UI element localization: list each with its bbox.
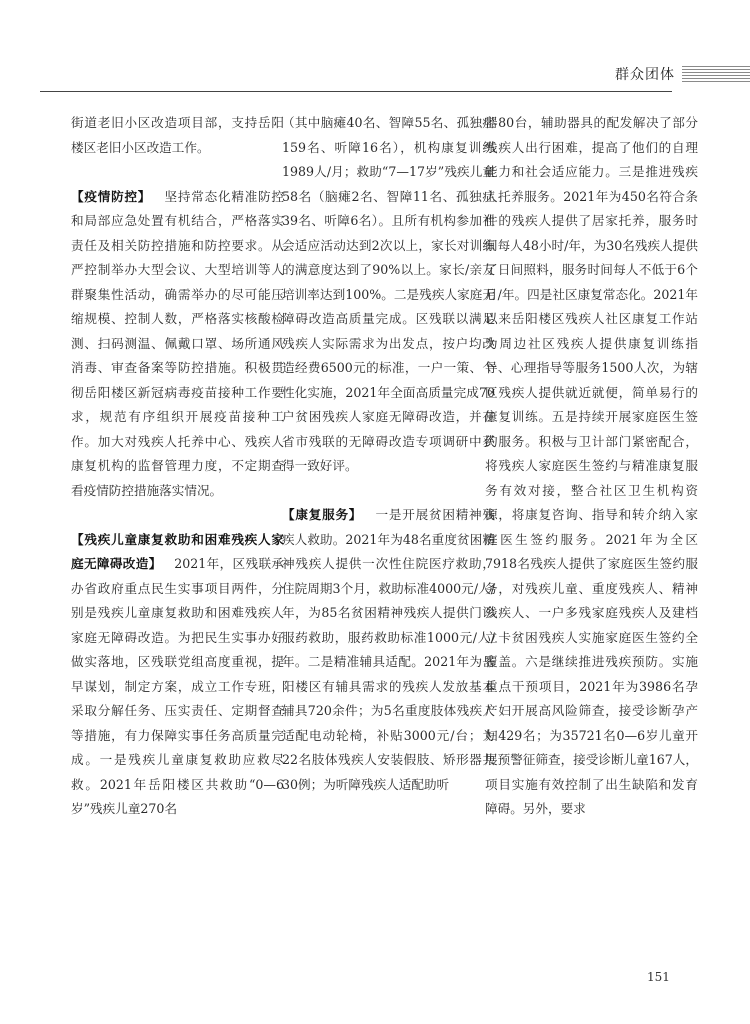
text-column-1 xyxy=(71,111,284,846)
paragraph xyxy=(71,111,284,160)
paragraph-text: 2021年，区残联承办省政府重点民生实事项目两件，分别是残疾儿童康复救助和困难残疾人家庭无障碍改造。为把民生实事办好做实落地，区残联党组高度重视，提早谋划，制定方案，成立工作专班，采取分解任务、压实责任、定期督查等措施，有力保障实事任务高质量完成。一是残疾儿童康复救助应救尽救。2021年岳阳楼区共救助“0—6岁”残疾儿童270名 xyxy=(71,556,284,816)
paragraph xyxy=(282,503,495,797)
text-column-3 xyxy=(485,111,698,846)
section-heading: 【疫情防控】 xyxy=(71,188,152,204)
paragraph-text: 器80台，辅助器具的配发解决了部分残疾人出行困难，提高了他们的自理能力和社会适应能力。三是推进残疾人托养服务。2021年为450名符合条件的残疾人提供了居家托养，服务时间每人48小时/年，为30名残疾人提供了日间照料，服务时间每人不低于6个月/年。四是社区康复常态化。2021年以来岳阳楼区残疾人社区康复工作站为周边社区残疾人提供康复训练指导、心理指导等服务1500人次，为辖区残疾人提供就近就便，简单易行的康复训练。五是持续开展家庭医生签约服务。积极与卫计部门紧密配合，将残疾人家庭医生签约与精准康复服务有效对接，整合社区卫生机构资源，将康复咨询、指导和转介纳入家庭医生签约服务。2021年为全区7918名残疾人提供了家庭医生签约服务，对残疾儿童、重度残疾人、精神残疾人、一户多残家庭残疾人及建档立卡贫困残疾人实施家庭医生签约全覆盖。六是继续推进残疾预防。实施重点干预项目，2021年为3986名孕产妇开展高风险筛查，接受诊断孕产妇429名；为35721名0—6岁儿童开展预警征筛查，接受诊断儿童167人，项目实施有效控制了出生缺陷和发育障碍。另外，要求 xyxy=(485,115,698,816)
paragraph-text: 坚持常态化精准防控和局部应急处置有机结合，严格落实责任及相关防控措施和防控要求。从严控制举办大型会议、大型培训等人群聚集性活动，确需举办的尽可能压缩规模、控制人数，严格落实核酸检测、扫码测温、佩戴口罩、场所通风消毒、审查备案等防控措施。积极贯彻岳阳楼区新冠病毒疫苗接种工作要求，规范有序组织开展疫苗接种工作。加大对残疾人托养中心、残疾人康复机构的监督管理力度，不定期查看疫情防控措施落实情况。 xyxy=(71,188,285,498)
paragraph xyxy=(71,185,284,504)
page-number: 151 xyxy=(647,970,670,984)
paragraph xyxy=(71,528,284,822)
paragraph-text: 一是开展贫困精神残疾人救助。2021年为48名重度贫困精神残疾人提供一次性住院医疗救助，住院周期3个月，救助标准4000元/人/年，为85名贫困精神残疾人提供门诊服药救助，服药救助标准1000元/人/年。二是精准辅具适配。2021年为岳阳楼区有辅具需求的残疾人发放基本辅具720余件；为5名重度肢体残疾人适配电动轮椅，补贴3000元/台；为22名肢体残疾人安装假肢、矫形器共30例；为听障残疾人适配助听 xyxy=(282,507,496,792)
paragraph-text: 街道老旧小区改造项目部，支持岳阳楼区老旧小区改造工作。 xyxy=(71,115,284,155)
header-divider xyxy=(40,91,672,92)
header-stripe-decoration xyxy=(682,66,750,84)
paragraph-text: （其中脑瘫40名、智障55名、孤独症159名、听障16名），机构康复训练1989人/月；救助“7—17岁”残疾儿童58名（脑瘫2名、智障11名、孤独症39名、听障6名）。且所有机构参加社会适应活动达到2次以上，家长对训练的满意度达到了90%以上。家长/亲友培训率达到100%。二是残疾人家庭无障碍改造高质量完成。区残联以满足残疾人实际需求为出发点，按户均改造经费6500元的标准，一户一策、个性化实施，2021年全面高质量完成70户贫困残疾人家庭无障碍改造，并在省市残联的无障碍改造专项调研中获得一致好评。 xyxy=(282,115,495,473)
section-heading: 【残疾儿童康复救助和困难残疾人家庭无障碍改造】 xyxy=(71,531,284,571)
section-title: 群众团体 xyxy=(615,67,675,83)
text-column-2 xyxy=(282,111,495,822)
paragraph xyxy=(282,111,495,479)
section-heading: 【康复服务】 xyxy=(282,507,363,522)
paragraph xyxy=(485,111,698,822)
